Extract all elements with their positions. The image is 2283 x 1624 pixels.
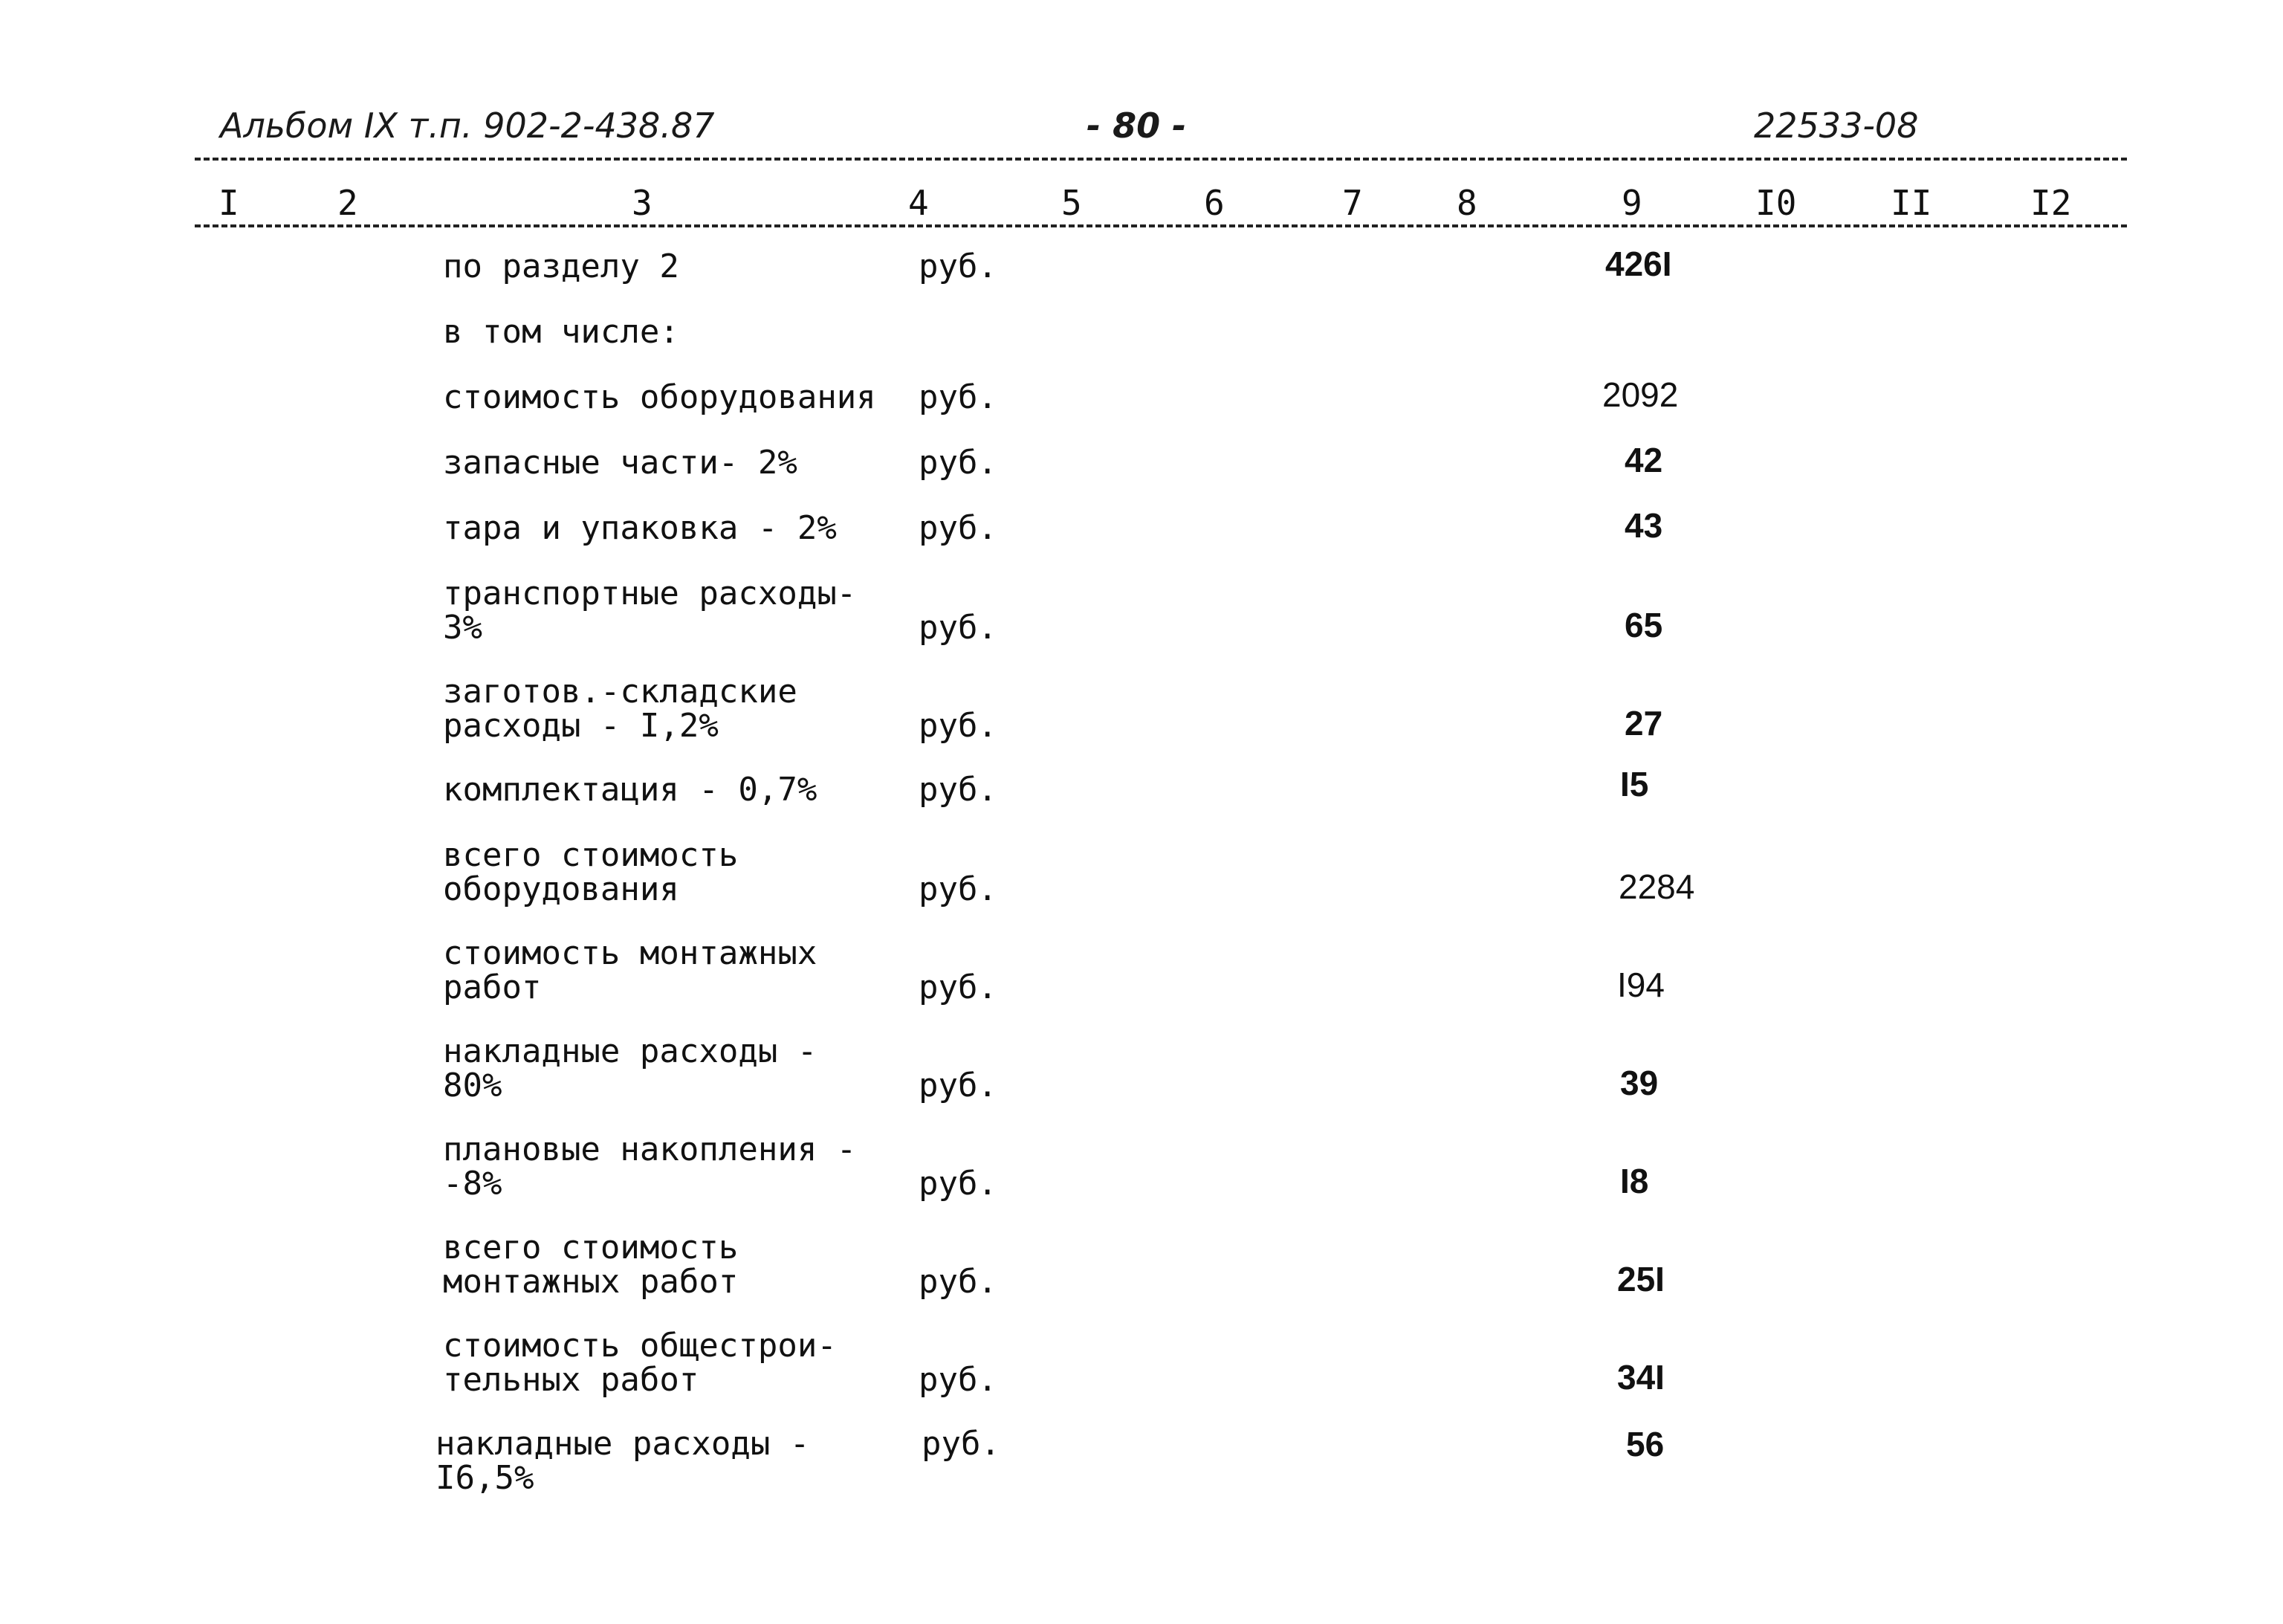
album-reference: Альбом IX т.п. 902-2-438.87	[220, 106, 715, 146]
row-value: 43	[1625, 506, 1663, 545]
row-description: всего стоимость оборудования	[443, 836, 739, 908]
row-description: комплектация - 0,7%	[443, 771, 817, 809]
row-unit: руб.	[919, 609, 997, 647]
row-unit: руб.	[919, 707, 997, 745]
row-description: стоимость оборудования	[443, 378, 876, 416]
column-number: 5	[1061, 183, 1082, 223]
row-value: 2284	[1619, 867, 1695, 906]
page-number: - 80 -	[1087, 106, 1187, 146]
header-divider-bottom	[195, 224, 2127, 227]
column-number: 6	[1204, 183, 1225, 223]
row-description: тара и упаковка - 2%	[443, 509, 837, 547]
document-code: 22533-08	[1754, 106, 1919, 146]
row-value: 65	[1625, 606, 1663, 644]
row-unit: руб.	[919, 870, 997, 908]
row-value: I5	[1620, 765, 1649, 803]
row-description: стоимость общестрои- тельных работ	[443, 1327, 837, 1399]
column-number: 2	[337, 183, 358, 223]
row-description: стоимость монтажных работ	[443, 934, 817, 1006]
row-description: заготов.-складские расходы - I,2%	[443, 673, 797, 745]
row-value: 42	[1625, 441, 1663, 479]
header-divider-top	[195, 158, 2127, 161]
row-unit: руб.	[919, 771, 997, 809]
row-value: 426I	[1605, 245, 1672, 283]
row-unit: руб.	[919, 968, 997, 1006]
row-value: 34I	[1617, 1358, 1665, 1397]
column-number: II	[1891, 183, 1932, 223]
row-unit: руб.	[919, 444, 997, 482]
row-description: плановые накопления - -8%	[443, 1130, 857, 1203]
row-value: 2092	[1602, 375, 1679, 414]
column-number: 3	[632, 183, 652, 223]
column-number: 8	[1457, 183, 1477, 223]
row-description: накладные расходы - 80%	[443, 1032, 817, 1104]
row-unit: руб.	[919, 509, 997, 547]
row-description: запасные части- 2%	[443, 444, 797, 482]
row-unit: руб.	[919, 248, 997, 285]
row-description: всего стоимость монтажных работ	[443, 1229, 739, 1301]
column-number: I0	[1755, 183, 1797, 223]
column-number: 4	[908, 183, 929, 223]
row-description: по разделу 2	[443, 248, 679, 285]
row-unit: руб.	[919, 1165, 997, 1203]
row-value: 25I	[1617, 1260, 1665, 1298]
row-unit: руб.	[919, 1263, 997, 1301]
row-value: 39	[1620, 1064, 1659, 1102]
row-description: накладные расходы - I6,5%	[435, 1425, 810, 1497]
row-unit: руб.	[919, 1067, 997, 1104]
column-number: 7	[1342, 183, 1363, 223]
row-unit: руб.	[922, 1425, 1000, 1463]
row-unit: руб.	[919, 378, 997, 416]
column-number: I	[218, 183, 239, 223]
row-value: I94	[1617, 965, 1665, 1004]
row-value: 56	[1626, 1425, 1665, 1463]
row-description: в том числе:	[443, 313, 679, 351]
row-value: 27	[1625, 704, 1663, 743]
row-value: I8	[1620, 1162, 1649, 1200]
row-description: транспортные расходы- 3%	[443, 575, 857, 647]
column-number: I2	[2030, 183, 2072, 223]
row-unit: руб.	[919, 1361, 997, 1399]
column-number: 9	[1622, 183, 1642, 223]
